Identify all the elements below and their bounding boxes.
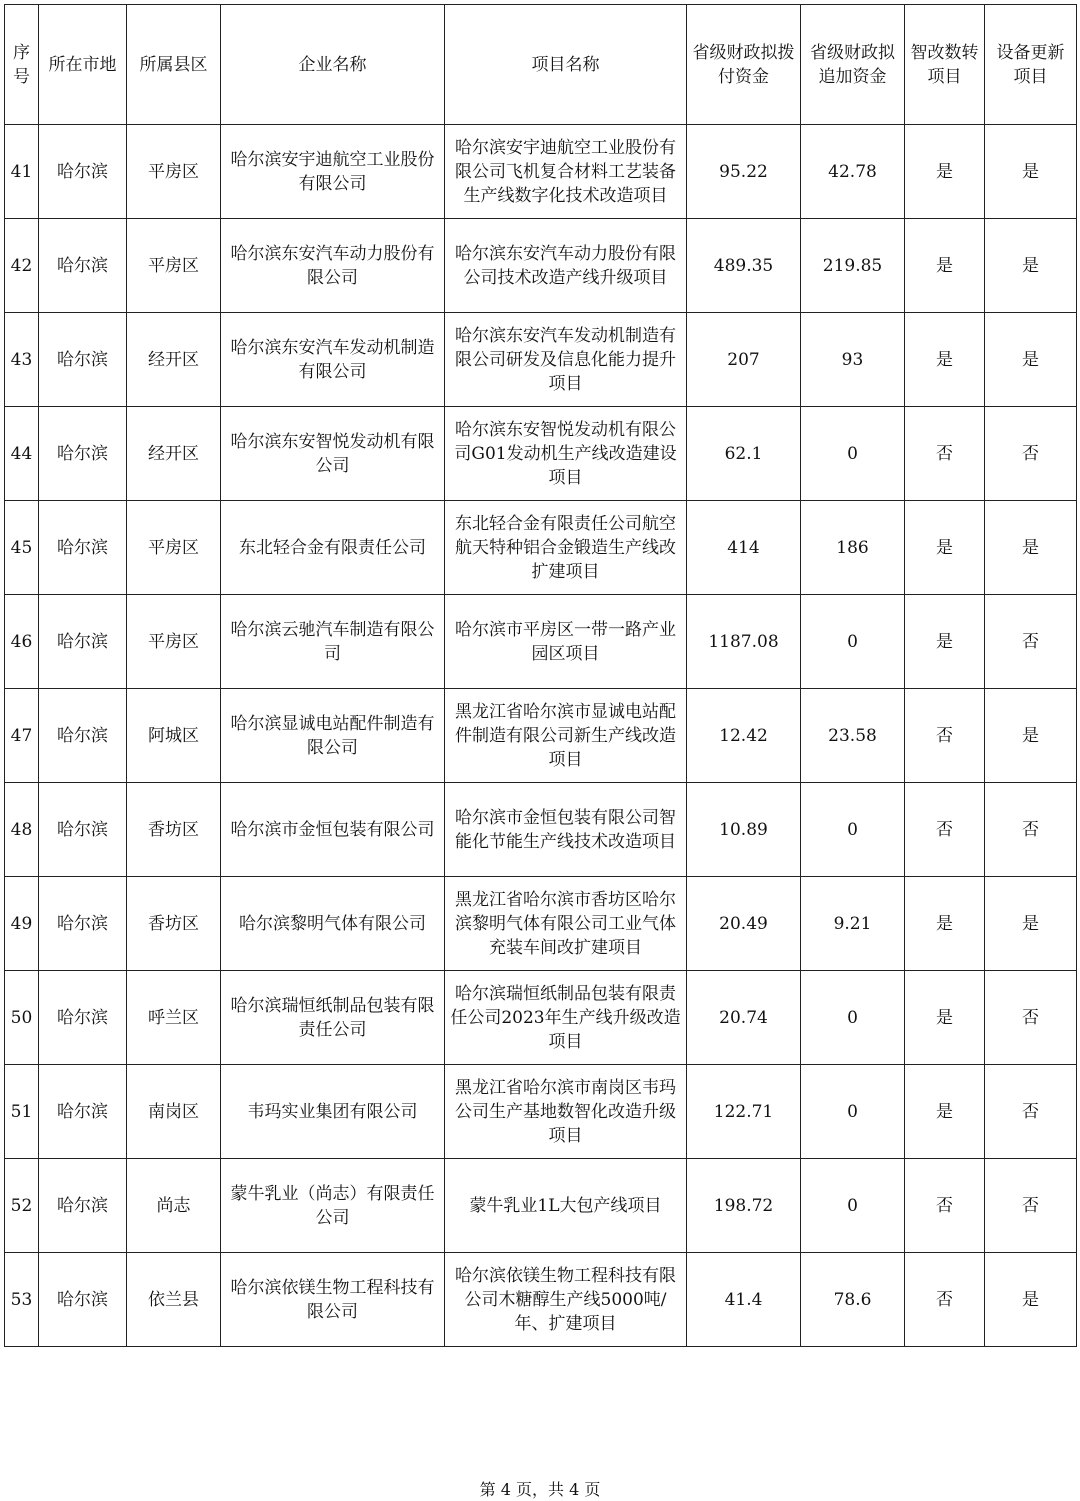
table-row	[5, 219, 1077, 313]
cell-seq: 49	[5, 877, 39, 971]
cell-company: 哈尔滨东安智悦发动机有限公司	[221, 407, 445, 501]
cell-county: 南岗区	[127, 1065, 221, 1159]
cell-project: 黑龙江省哈尔滨市香坊区哈尔滨黎明气体有限公司工业气体充装车间改扩建项目	[445, 877, 687, 971]
cell-digital: 是	[905, 219, 985, 313]
cell-project: 哈尔滨东安智悦发动机有限公司G01发动机生产线改造建设项目	[445, 407, 687, 501]
cell-additional: 219.85	[801, 219, 905, 313]
cell-county: 阿城区	[127, 689, 221, 783]
cell-company: 哈尔滨云驰汽车制造有限公司	[221, 595, 445, 689]
cell-city: 哈尔滨	[39, 1065, 127, 1159]
header-additional: 省级财政拟追加资金	[801, 5, 905, 125]
project-table	[4, 4, 1077, 1347]
cell-seq: 43	[5, 313, 39, 407]
cell-company: 东北轻合金有限责任公司	[221, 501, 445, 595]
cell-equipment: 否	[985, 407, 1077, 501]
cell-digital: 是	[905, 313, 985, 407]
cell-funding: 198.72	[687, 1159, 801, 1253]
header-row	[5, 5, 1077, 125]
cell-seq: 52	[5, 1159, 39, 1253]
header-seq: 序号	[5, 5, 39, 125]
cell-digital: 否	[905, 407, 985, 501]
cell-digital: 是	[905, 1065, 985, 1159]
cell-city: 哈尔滨	[39, 689, 127, 783]
cell-project: 哈尔滨安宇迪航空工业股份有限公司飞机复合材料工艺装备生产线数字化技术改造项目	[445, 125, 687, 219]
cell-funding: 414	[687, 501, 801, 595]
cell-additional: 0	[801, 1065, 905, 1159]
cell-digital: 否	[905, 689, 985, 783]
table-row	[5, 971, 1077, 1065]
table-row	[5, 783, 1077, 877]
header-funding: 省级财政拟拨付资金	[687, 5, 801, 125]
cell-county: 平房区	[127, 125, 221, 219]
table-row	[5, 877, 1077, 971]
page-footer: 第 4 页，共 4 页	[479, 1480, 601, 1499]
cell-company: 哈尔滨黎明气体有限公司	[221, 877, 445, 971]
cell-funding: 207	[687, 313, 801, 407]
cell-county: 香坊区	[127, 783, 221, 877]
cell-seq: 53	[5, 1253, 39, 1347]
cell-equipment: 否	[985, 595, 1077, 689]
cell-digital: 否	[905, 1159, 985, 1253]
table-row	[5, 595, 1077, 689]
cell-seq: 46	[5, 595, 39, 689]
cell-county: 香坊区	[127, 877, 221, 971]
cell-seq: 47	[5, 689, 39, 783]
cell-project: 哈尔滨依镁生物工程科技有限公司木糖醇生产线5000吨/年、扩建项目	[445, 1253, 687, 1347]
cell-project: 哈尔滨东安汽车动力股份有限公司技术改造产线升级项目	[445, 219, 687, 313]
cell-project: 蒙牛乳业1L大包产线项目	[445, 1159, 687, 1253]
header-digital: 智改数转项目	[905, 5, 985, 125]
cell-city: 哈尔滨	[39, 1253, 127, 1347]
cell-seq: 48	[5, 783, 39, 877]
cell-funding: 10.89	[687, 783, 801, 877]
cell-funding: 20.74	[687, 971, 801, 1065]
cell-additional: 23.58	[801, 689, 905, 783]
cell-seq: 50	[5, 971, 39, 1065]
cell-county: 依兰县	[127, 1253, 221, 1347]
cell-county: 经开区	[127, 313, 221, 407]
cell-city: 哈尔滨	[39, 219, 127, 313]
cell-company: 韦玛实业集团有限公司	[221, 1065, 445, 1159]
table-row	[5, 501, 1077, 595]
cell-additional: 0	[801, 783, 905, 877]
cell-project: 哈尔滨瑞恒纸制品包装有限责任公司2023年生产线升级改造项目	[445, 971, 687, 1065]
cell-county: 经开区	[127, 407, 221, 501]
cell-company: 哈尔滨东安汽车动力股份有限公司	[221, 219, 445, 313]
cell-city: 哈尔滨	[39, 1159, 127, 1253]
cell-digital: 是	[905, 501, 985, 595]
cell-equipment: 否	[985, 971, 1077, 1065]
header-project: 项目名称	[445, 5, 687, 125]
table-row	[5, 1253, 1077, 1347]
cell-project: 哈尔滨东安汽车发动机制造有限公司研发及信息化能力提升项目	[445, 313, 687, 407]
cell-equipment: 是	[985, 125, 1077, 219]
cell-additional: 186	[801, 501, 905, 595]
cell-seq: 51	[5, 1065, 39, 1159]
table-row	[5, 1159, 1077, 1253]
cell-county: 平房区	[127, 595, 221, 689]
cell-additional: 93	[801, 313, 905, 407]
cell-additional: 0	[801, 595, 905, 689]
cell-equipment: 是	[985, 219, 1077, 313]
cell-city: 哈尔滨	[39, 313, 127, 407]
cell-company: 哈尔滨东安汽车发动机制造有限公司	[221, 313, 445, 407]
cell-additional: 0	[801, 407, 905, 501]
table-row	[5, 407, 1077, 501]
cell-county: 平房区	[127, 501, 221, 595]
cell-project: 东北轻合金有限责任公司航空航天特种铝合金锻造生产线改扩建项目	[445, 501, 687, 595]
cell-digital: 否	[905, 1253, 985, 1347]
cell-city: 哈尔滨	[39, 125, 127, 219]
cell-equipment: 否	[985, 1159, 1077, 1253]
cell-seq: 44	[5, 407, 39, 501]
cell-company: 蒙牛乳业（尚志）有限责任公司	[221, 1159, 445, 1253]
cell-equipment: 否	[985, 783, 1077, 877]
cell-digital: 否	[905, 783, 985, 877]
cell-city: 哈尔滨	[39, 971, 127, 1065]
cell-city: 哈尔滨	[39, 783, 127, 877]
cell-city: 哈尔滨	[39, 407, 127, 501]
cell-additional: 0	[801, 1159, 905, 1253]
cell-additional: 78.6	[801, 1253, 905, 1347]
cell-company: 哈尔滨安宇迪航空工业股份有限公司	[221, 125, 445, 219]
cell-funding: 1187.08	[687, 595, 801, 689]
cell-equipment: 是	[985, 1253, 1077, 1347]
header-equipment: 设备更新项目	[985, 5, 1077, 125]
cell-company: 哈尔滨瑞恒纸制品包装有限责任公司	[221, 971, 445, 1065]
table-row	[5, 689, 1077, 783]
table-row	[5, 1065, 1077, 1159]
cell-equipment: 是	[985, 313, 1077, 407]
cell-digital: 是	[905, 971, 985, 1065]
cell-equipment: 否	[985, 1065, 1077, 1159]
cell-county: 平房区	[127, 219, 221, 313]
cell-additional: 42.78	[801, 125, 905, 219]
cell-additional: 9.21	[801, 877, 905, 971]
cell-funding: 122.71	[687, 1065, 801, 1159]
cell-company: 哈尔滨市金恒包装有限公司	[221, 783, 445, 877]
table-row	[5, 313, 1077, 407]
cell-funding: 95.22	[687, 125, 801, 219]
cell-funding: 20.49	[687, 877, 801, 971]
cell-funding: 62.1	[687, 407, 801, 501]
cell-seq: 41	[5, 125, 39, 219]
cell-project: 哈尔滨市平房区一带一路产业园区项目	[445, 595, 687, 689]
cell-project: 黑龙江省哈尔滨市南岗区韦玛公司生产基地数智化改造升级项目	[445, 1065, 687, 1159]
cell-project: 黑龙江省哈尔滨市显诚电站配件制造有限公司新生产线改造项目	[445, 689, 687, 783]
cell-seq: 42	[5, 219, 39, 313]
cell-funding: 41.4	[687, 1253, 801, 1347]
cell-equipment: 是	[985, 501, 1077, 595]
cell-company: 哈尔滨依镁生物工程科技有限公司	[221, 1253, 445, 1347]
cell-equipment: 是	[985, 689, 1077, 783]
cell-project: 哈尔滨市金恒包装有限公司智能化节能生产线技术改造项目	[445, 783, 687, 877]
cell-equipment: 是	[985, 877, 1077, 971]
cell-city: 哈尔滨	[39, 595, 127, 689]
cell-funding: 489.35	[687, 219, 801, 313]
cell-funding: 12.42	[687, 689, 801, 783]
header-company: 企业名称	[221, 5, 445, 125]
cell-digital: 是	[905, 125, 985, 219]
cell-county: 尚志	[127, 1159, 221, 1253]
header-county: 所属县区	[127, 5, 221, 125]
cell-digital: 是	[905, 595, 985, 689]
cell-county: 呼兰区	[127, 971, 221, 1065]
cell-company: 哈尔滨显诚电站配件制造有限公司	[221, 689, 445, 783]
cell-digital: 是	[905, 877, 985, 971]
header-city: 所在市地	[39, 5, 127, 125]
table-row	[5, 125, 1077, 219]
cell-additional: 0	[801, 971, 905, 1065]
cell-city: 哈尔滨	[39, 501, 127, 595]
cell-city: 哈尔滨	[39, 877, 127, 971]
cell-seq: 45	[5, 501, 39, 595]
